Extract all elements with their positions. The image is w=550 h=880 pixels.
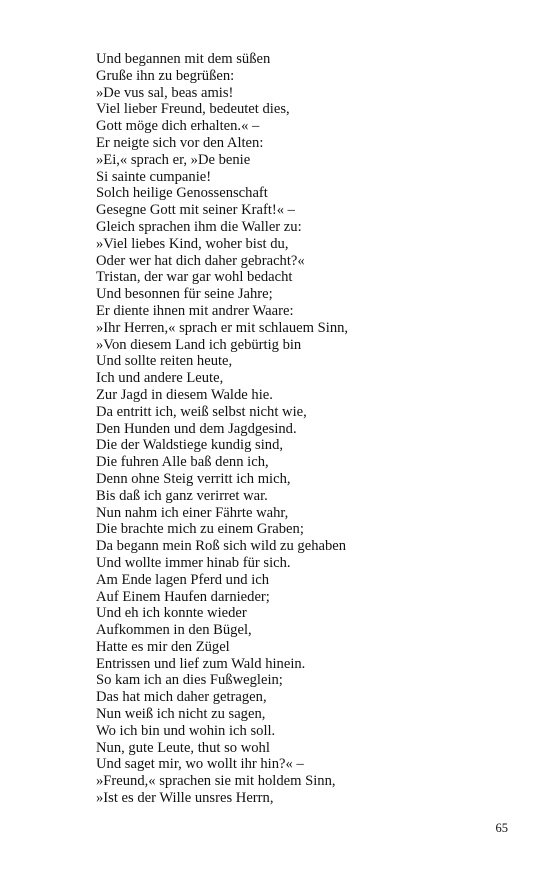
poem-line: Da begann mein Roß sich wild zu gehaben	[96, 538, 347, 555]
poem-line: Entrissen und lief zum Wald hinein.	[96, 655, 306, 672]
poem-line: »Ei,« sprach er, »De benie	[96, 151, 251, 168]
poem-line: Den Hunden und dem Jagdgesind.	[96, 420, 297, 437]
poem-text	[96, 51, 496, 807]
poem-line: »Freund,« sprachen sie mit holdem Sinn,	[96, 773, 336, 790]
poem-line: Und sollte reiten heute,	[96, 353, 233, 370]
poem-line: Gesegne Gott mit seiner Kraft!« –	[96, 202, 295, 219]
poem-line: Denn ohne Steig verritt ich mich,	[96, 470, 291, 487]
poem-line: Tristan, der war gar wohl bedacht	[96, 269, 293, 286]
poem-line: Nun, gute Leute, thut so wohl	[96, 739, 270, 756]
poem-line: Und wollte immer hinab für sich.	[96, 554, 291, 571]
poem-line: Auf Einem Haufen darnieder;	[96, 588, 270, 605]
poem-line: Die brachte mich zu einem Graben;	[96, 521, 304, 538]
poem-line: Nun weiß ich nicht zu sagen,	[96, 706, 266, 723]
poem-line: Und besonnen für seine Jahre;	[96, 286, 273, 303]
poem-line: Aufkommen in den Bügel,	[96, 622, 252, 639]
poem-line: Zur Jagd in diesem Walde hie.	[96, 386, 273, 403]
poem-line: Am Ende lagen Pferd und ich	[96, 571, 270, 588]
poem-line: Die der Waldstiege kundig sind,	[96, 437, 284, 454]
poem-line: Wo ich bin und wohin ich soll.	[96, 722, 276, 739]
page-number: 65	[495, 821, 508, 835]
poem-line: Und eh ich konnte wieder	[96, 605, 247, 622]
poem-line: »Viel liebes Kind, woher bist du,	[96, 235, 289, 252]
poem-line: Er diente ihnen mit andrer Waare:	[96, 302, 294, 319]
poem-line: Er neigte sich vor den Alten:	[96, 134, 264, 151]
poem-line: Nun nahm ich einer Fährte wahr,	[96, 504, 289, 521]
poem-line: Die fuhren Alle baß denn ich,	[96, 454, 269, 471]
poem-line: Gott möge dich erhalten.« –	[96, 118, 260, 135]
poem-line: Und begannen mit dem süßen	[96, 51, 271, 67]
poem-line: Si sainte cumpanie!	[96, 168, 212, 185]
poem-line: Hatte es mir den Zügel	[96, 638, 230, 655]
poem-line: Das hat mich daher getragen,	[96, 689, 267, 706]
poem-line: »Ist es der Wille unsres Herrn,	[96, 790, 274, 807]
poem-line: Bis daß ich ganz verirret war.	[96, 487, 268, 504]
poem-line: Da entritt ich, weiß selbst nicht wie,	[96, 403, 307, 420]
poem-line: »Ihr Herren,« sprach er mit schlauem Sinn,	[96, 319, 349, 336]
poem-line: »Von diesem Land ich gebürtig bin	[96, 336, 302, 353]
poem-line: Gruße ihn zu begrüßen:	[96, 67, 235, 84]
poem-line: Gleich sprachen ihm die Waller zu:	[96, 218, 302, 235]
poem-line: »De vus sal, beas amis!	[96, 84, 234, 101]
poem-line: Ich und andere Leute,	[96, 370, 224, 387]
poem-line: Viel lieber Freund, bedeutet dies,	[96, 101, 290, 118]
poem-line: Solch heilige Genossenschaft	[96, 185, 268, 202]
poem-line: So kam ich an dies Fußweglein;	[96, 672, 283, 689]
poem-line: Oder wer hat dich daher gebracht?«	[96, 252, 305, 269]
poem-line: Und saget mir, wo wollt ihr hin?« –	[96, 756, 304, 773]
